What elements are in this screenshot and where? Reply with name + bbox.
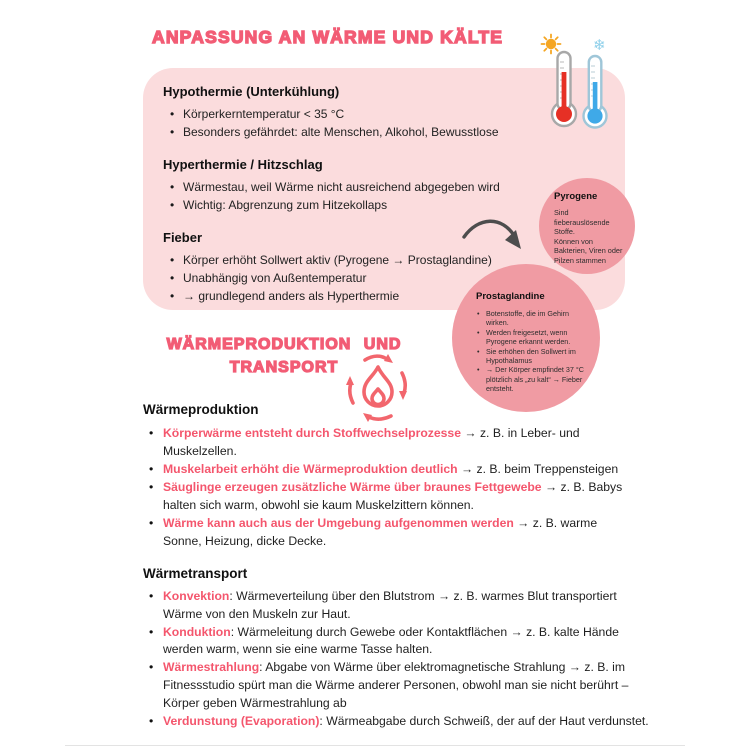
body-text: → z. B. warme Sonne, Heizung, dicke Decke. (163, 516, 598, 548)
snowflake-icon: ❄ (593, 37, 606, 54)
pyrogene-title: Pyrogene (554, 191, 598, 202)
section2-title-line1: WÄRMEPRODUKTION UND (166, 336, 402, 353)
list-item (143, 713, 655, 731)
highlight-text: Konvektion (163, 589, 230, 603)
curved-arrow-icon (458, 213, 538, 259)
list-item (143, 478, 638, 514)
production-list (143, 424, 638, 550)
body-text: : Abgabe von Wärme über elektromagnetische Strahlung → z. B. im Fitnessstudio spürt man die Wärme anderer Personen, obwohl man sie nicht berührt – Körper geben Wärmestrahlung ab (163, 660, 629, 710)
hypothermie-heading: Hypothermie (Unterkühlung) (163, 84, 340, 99)
highlight-text: Muskelarbeit erhöht die Wärmeproduktion deutlich (163, 462, 458, 476)
highlight-text: Wärme kann auch aus der Umgebung aufgenommen werden (163, 516, 514, 530)
body-text: → z. B. Babys halten sich warm, obwohl sie kaum Muskelzittern können. (163, 480, 623, 512)
highlight-text: Säuglinge erzeugen zusätzliche Wärme über braunes Fettgewebe (163, 480, 542, 494)
page-divider (65, 745, 685, 746)
fieber-heading: Fieber (163, 230, 203, 245)
highlight-text: Verdunstung (Evaporation) (163, 713, 320, 728)
list-item: • Unabhängig von Außentemperatur (163, 269, 601, 287)
list-item (143, 514, 638, 550)
list-item: • → Der Körper empfindet 37 °C plötzlich als „zu kalt“ → Fieber entsteht. (476, 365, 586, 393)
list-item: • Körperkerntemperatur < 35 °C (163, 105, 601, 123)
list-item: • Botenstoffe, die im Gehirn wirken. (476, 309, 586, 328)
thermometer-warm-icon (552, 52, 576, 126)
body-text: → z. B. in Leber- und Muskelzellen. (163, 426, 580, 458)
sun-icon (542, 35, 561, 54)
transport-heading: Wärmetransport (143, 566, 248, 581)
prostaglandine-title: Prostaglandine (476, 291, 545, 302)
body-text: : Wärmeverteilung über den Blutstrom → z. B. warmes Blut transportiert Wärme von den Muskeln zur Haut. (163, 589, 617, 621)
production-section (143, 402, 638, 550)
highlight-text: Konduktion (163, 624, 231, 639)
list-item: • → grundlegend anders als Hyperthermie (163, 287, 601, 305)
prostaglandine-list (476, 309, 586, 394)
body-text: : Wärmeleitung durch Gewebe oder Kontaktflächen → z. B. kalte Hände werden warm, wenn sie eine warme Tasse halten. (163, 624, 619, 657)
page-title: ANPASSUNG AN WÄRME UND KÄLTE (152, 27, 504, 47)
body-text: → z. B. beim Treppensteigen (457, 462, 619, 476)
hyperthermie-heading: Hyperthermie / Hitzschlag (163, 157, 323, 172)
pyrogene-bubble (539, 178, 635, 274)
section2-title-line2: TRANSPORT (229, 359, 339, 376)
transport-list (143, 588, 655, 730)
highlight-text: Körperwärme entsteht durch Stoffwechselprozesse (163, 426, 461, 440)
hyperthermie-list (163, 178, 601, 214)
thermometers-illustration (533, 28, 617, 136)
list-item (143, 588, 655, 624)
pyrogene-text: Können von Bakterien, Viren oder Pilzen stammen (554, 236, 623, 265)
list-item: • Besonders gefährdet: alte Menschen, Alkohol, Bewusstlose (163, 123, 601, 141)
pyrogene-text: Sind fieberauslösende Stoffe. (554, 208, 610, 236)
body-text: : Wärmeabgabe durch Schweiß, der auf der Haut verdunstet. (319, 713, 649, 728)
transport-section (143, 566, 655, 730)
highlight-text: Wärmestrahlung (163, 660, 260, 675)
production-heading: Wärmeproduktion (143, 402, 259, 417)
list-item (143, 659, 655, 712)
prostaglandine-bubble (452, 264, 600, 412)
list-item: • Sie erhöhen den Sollwert im Hypothalamus (476, 347, 586, 366)
list-item (143, 460, 638, 478)
list-item: • Wichtig: Abgrenzung zum Hitzekollaps (163, 196, 601, 214)
list-item (143, 624, 655, 660)
thermometer-cold-icon (584, 56, 607, 128)
list-item: • Körper erhöht Sollwert aktiv (Pyrogene → Prostaglandine) (163, 251, 601, 269)
list-item (143, 424, 638, 460)
list-item: • Wärmestau, weil Wärme nicht ausreichend abgegeben wird (163, 178, 601, 196)
list-item: • Werden freigesetzt, wenn Pyrogene erkannt werden. (476, 328, 586, 347)
